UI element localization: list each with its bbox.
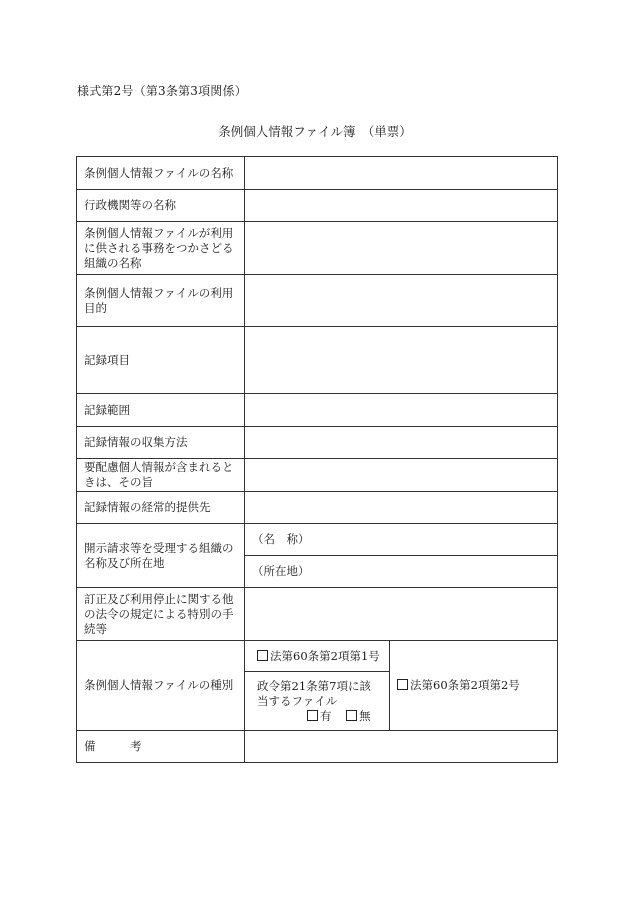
value-record-scope[interactable]	[245, 394, 558, 427]
checkbox-option-1[interactable]	[257, 650, 268, 661]
value-agency-name[interactable]	[245, 190, 558, 222]
label-file-name: 条例個人情報ファイルの名称	[77, 157, 245, 190]
checkbox-no[interactable]	[346, 710, 357, 721]
label-sensitive-info: 要配慮個人情報が含まれるときは、その旨	[77, 459, 245, 492]
label-regular-provision: 記録情報の経常的提供先	[77, 492, 245, 524]
type-option-2[interactable]	[390, 641, 558, 731]
value-remarks[interactable]	[245, 731, 558, 763]
form-title: 条例個人情報ファイル簿 （単票）	[218, 124, 412, 139]
value-file-name[interactable]	[245, 157, 558, 190]
label-correction-procedure: 訂正及び利用停止に関する他の法令の規定による特別の手続等	[77, 588, 245, 641]
value-purpose[interactable]	[245, 275, 558, 327]
type-option-2-label: 法第60条第2項第2号	[410, 678, 520, 692]
label-purpose: 条例個人情報ファイルの利用目的	[77, 275, 245, 327]
value-regular-provision[interactable]	[245, 492, 558, 524]
checkbox-option-2[interactable]	[397, 679, 408, 690]
value-disclosure-name[interactable]: （名 称）	[245, 524, 558, 556]
label-disclosure-org: 開示請求等を受理する組織の名称及び所在地	[77, 524, 245, 588]
checkbox-yes[interactable]	[307, 710, 318, 721]
type-ordinance-cell	[245, 672, 390, 731]
type-ordinance-label: 政令第21条第7項に該当するファイル	[257, 678, 371, 708]
label-record-scope: 記録範囲	[77, 394, 245, 427]
type-ordinance-checks	[257, 709, 382, 724]
type-option-1-label: 法第60条第2項第1号	[270, 648, 380, 663]
label-record-items: 記録項目	[77, 327, 245, 394]
label-org-name: 条例個人情報ファイルが利用に供される事務をつかさどる組織の名称	[77, 222, 245, 275]
value-correction-procedure[interactable]	[245, 588, 558, 641]
form-number: 様式第2号（第3条第3項関係）	[77, 84, 247, 98]
label-agency-name: 行政機関等の名称	[77, 190, 245, 222]
label-no: 無	[359, 708, 371, 723]
value-sensitive-info[interactable]	[245, 459, 558, 492]
value-collection-method[interactable]	[245, 427, 558, 459]
value-record-items[interactable]	[245, 327, 558, 394]
label-file-type: 条例個人情報ファイルの種別	[77, 641, 245, 731]
value-org-name[interactable]	[245, 222, 558, 275]
register-table	[76, 156, 558, 763]
type-option-1[interactable]	[245, 641, 390, 672]
label-remarks: 備 考	[77, 731, 245, 763]
value-disclosure-address[interactable]: （所在地）	[245, 556, 558, 588]
label-yes: 有	[320, 708, 332, 723]
label-collection-method: 記録情報の収集方法	[77, 427, 245, 459]
